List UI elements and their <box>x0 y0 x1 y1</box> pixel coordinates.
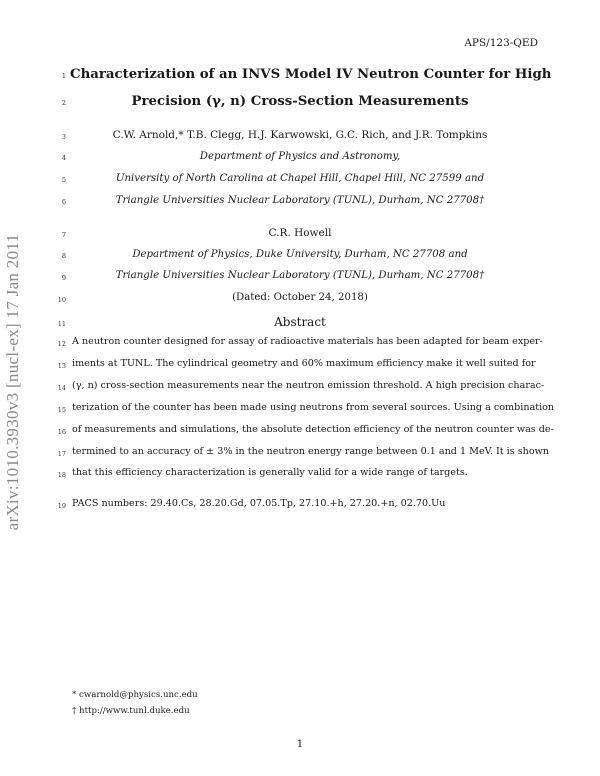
line-number: 13 <box>57 362 66 370</box>
line-number: 12 <box>57 340 66 348</box>
abstract-line: (γ, n) cross-section measurements near the neutron emission threshold. A high precision charac- <box>72 380 545 391</box>
abstract-line: that this efficiency characterization is generally valid for a wide range of targets. <box>72 467 468 478</box>
author-list-2: C.R. Howell <box>268 227 332 239</box>
arxiv-side-label: arXiv:1010.3930v3 [nucl-ex] 17 Jan 2011 <box>3 233 22 531</box>
preprint-tag: APS/123-QED <box>464 37 538 49</box>
paper-title-line-2: Precision (γ, n) Cross-Section Measurements <box>131 94 469 109</box>
line-number: 3 <box>61 133 66 141</box>
abstract-line: of measurements and simulations, the absolute detection efficiency of the neutron counter was de- <box>72 424 554 435</box>
line-number: 16 <box>57 428 66 436</box>
affiliation-1-line-1: Department of Physics and Astronomy, <box>199 151 401 162</box>
affiliation-2-line-1: Department of Physics, Duke University, Durham, NC 27708 and <box>132 249 468 260</box>
footnote-email: * cwarnold@physics.unc.edu <box>72 690 198 700</box>
affiliation-2-line-2: Triangle Universities Nuclear Laboratory (TUNL), Durham, NC 27708† <box>115 270 485 281</box>
line-number: 19 <box>57 502 66 510</box>
line-number: 2 <box>61 99 66 107</box>
pacs-numbers: PACS numbers: 29.40.Cs, 28.20.Gd, 07.05.Tp, 27.10.+h, 27.20.+n, 02.70.Uu <box>72 498 446 509</box>
line-number: 14 <box>57 384 66 392</box>
dated-line: (Dated: October 24, 2018) <box>232 292 368 303</box>
line-number: 8 <box>61 252 66 260</box>
line-number: 9 <box>61 274 66 282</box>
abstract-line: terization of the counter has been made using neutrons from several sources. Using a combination <box>72 402 555 413</box>
line-number: 10 <box>57 296 66 304</box>
line-number: 18 <box>57 471 66 479</box>
line-number: 7 <box>61 231 66 239</box>
abstract-line: iments at TUNL. The cylindrical geometry and 60% maximum efficiency make it well suited for <box>72 358 536 369</box>
paper-title-line-1: Characterization of an INVS Model IV Neutron Counter for High <box>70 67 552 82</box>
line-number: 11 <box>57 320 66 328</box>
line-number: 17 <box>57 450 66 458</box>
line-number: 4 <box>61 154 66 162</box>
author-list-1: C.W. Arnold,* T.B. Clegg, H.J. Karwowski, G.C. Rich, and J.R. Tompkins <box>112 129 488 141</box>
abstract-line: A neutron counter designed for assay of radioactive materials has been adapted for beam exper- <box>72 336 543 347</box>
line-number: 1 <box>61 72 66 80</box>
line-number: 6 <box>61 198 66 206</box>
abstract-heading: Abstract <box>274 315 326 329</box>
affiliation-1-line-2: University of North Carolina at Chapel Hill, Chapel Hill, NC 27599 and <box>115 173 485 184</box>
line-number: 5 <box>61 176 66 184</box>
affiliation-1-line-3: Triangle Universities Nuclear Laboratory (TUNL), Durham, NC 27708† <box>115 195 485 206</box>
footnote-url: † http://www.tunl.duke.edu <box>72 706 190 716</box>
page-number: 1 <box>296 738 304 750</box>
line-number: 15 <box>57 406 66 414</box>
abstract-line: termined to an accuracy of ± 3% in the neutron energy range between 0.1 and 1 MeV. It is shown <box>72 446 549 457</box>
